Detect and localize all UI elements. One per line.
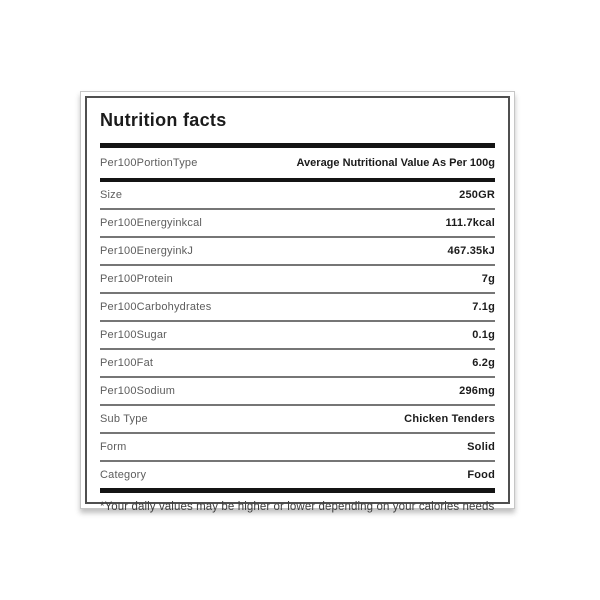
header-row bbox=[100, 148, 495, 178]
row-label: Category bbox=[100, 469, 147, 481]
row-value: 7g bbox=[481, 273, 495, 285]
card-frame bbox=[80, 91, 515, 513]
row-label: Per100Energyinkcal bbox=[100, 217, 203, 229]
table-row bbox=[100, 320, 495, 348]
table-row bbox=[100, 208, 495, 236]
table-row bbox=[100, 376, 495, 404]
table-row bbox=[100, 292, 495, 320]
rows bbox=[100, 182, 495, 488]
row-label: Per100Sugar bbox=[100, 329, 168, 341]
table-row bbox=[100, 264, 495, 292]
row-label: Sub Type bbox=[100, 413, 148, 425]
row-value: 111.7kcal bbox=[445, 217, 495, 229]
table-row bbox=[100, 460, 495, 488]
row-value: 0.1g bbox=[472, 329, 495, 341]
row-value: Chicken Tenders bbox=[404, 413, 495, 425]
row-value: 250GR bbox=[459, 189, 495, 201]
row-label: Size bbox=[100, 189, 123, 201]
row-label: Per100Protein bbox=[100, 273, 173, 285]
row-value: 467.35kJ bbox=[447, 245, 495, 257]
row-value: 296mg bbox=[459, 385, 495, 397]
table-row bbox=[100, 348, 495, 376]
nutrition-facts-card bbox=[77, 88, 518, 512]
table-row bbox=[100, 182, 495, 208]
row-value: 6.2g bbox=[472, 357, 495, 369]
row-value: Food bbox=[467, 469, 495, 481]
row-label: Per100Sodium bbox=[100, 385, 176, 397]
table-row bbox=[100, 432, 495, 460]
table-row bbox=[100, 404, 495, 432]
daily-values-footnote: *Your daily values may be higher or lower depending on your calories needs bbox=[100, 501, 495, 513]
row-label: Form bbox=[100, 441, 127, 453]
header-row-value: Average Nutritional Value As Per 100g bbox=[296, 157, 495, 169]
row-label: Per100Fat bbox=[100, 357, 154, 369]
row-value: 7.1g bbox=[472, 301, 495, 313]
header-row-label: Per100PortionType bbox=[100, 157, 198, 169]
nutrition-facts-title: Nutrition facts bbox=[100, 110, 227, 130]
table-row bbox=[100, 236, 495, 264]
footer-rule-bar bbox=[100, 488, 495, 493]
row-label: Per100EnergyinkJ bbox=[100, 245, 194, 257]
row-value: Solid bbox=[467, 441, 495, 453]
nutrition-label-box bbox=[85, 96, 510, 513]
row-label: Per100Carbohydrates bbox=[100, 301, 212, 313]
